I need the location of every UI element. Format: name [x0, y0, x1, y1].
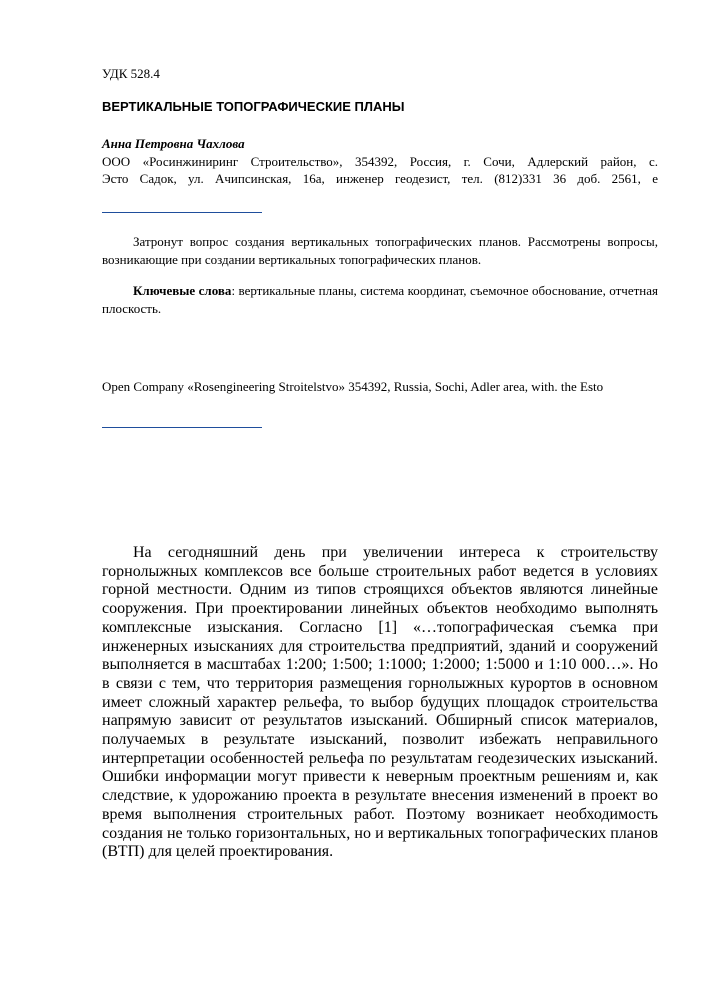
english-affiliation: Open Company «Rosengineering Stroitelstvo» 354392, Russia, Sochi, Adler area, with. the Esto	[102, 379, 604, 394]
article-title: ВЕРТИКАЛЬНЫЕ ТОПОГРАФИЧЕСКИЕ ПЛАНЫ	[102, 99, 405, 114]
body-paragraph: На сегодняшний день при увеличении интереса к строительству горнолыжных комплексов все больше строительных работ ведется в условиях горной местности. Одним из типов строящихся объектов являются линейные сооружения. При проектировании линейных объектов необходимо выполнять комплексные изыскания. Согласно [1] «…топографическая съемка при инженерных изысканиях для строительства предприятий, зданий и сооружений выполняется в масштабах 1:200; 1:500; 1:1000; 1:2000; 1:5000 и 1:10 000…». Но в связи с тем, что территория размещения горнолыжных курортов в основном имеет сложный характер рельефа, то выбор будущих площадок строительства напрямую зависит от результатов изысканий. Обширный список материалов, получаемых в результате изысканий, позволит избежать неправильного интерпретации особенностей рельефа по результатам геодезических изысканий. Ошибки информации могут привести к неверным проектным решениям и, как следствие, к удорожанию проекта в результате внесения изменений в проект во время выполнения строительных работ. Поэтому возникает необходимость создания не только горизонтальных, но и вертикальных топографических планов (ВТП) для целей проектирования.	[102, 544, 658, 861]
abstract-text: Затронут вопрос создания вертикальных топографических планов. Рассмотрены вопросы, возникающие при создании вертикальных топографических планов.	[102, 234, 658, 267]
udc-code: УДК 528.4	[102, 66, 160, 81]
footnote-rule-ru	[102, 212, 262, 213]
keywords-label: Ключевые слова	[133, 283, 232, 298]
author-name: Анна Петровна Чахлова	[102, 136, 245, 151]
keywords	[102, 282, 658, 318]
affiliation-line-1: ООО «Росинжиниринг Строительство», 354392, Россия, г. Сочи, Адлерский район, с.	[102, 154, 658, 169]
keywords-list: : вертикальные планы, система координат, съемочное обоснование, отчетная плоскость.	[102, 283, 658, 316]
affiliation-line-2: Эсто Садок, ул. Ачипсинская, 16а, инженер геодезист, тел. (812)331 36 доб. 2561, е	[102, 171, 658, 186]
author-affiliation	[102, 153, 658, 187]
footnote-rule-en	[102, 427, 262, 428]
